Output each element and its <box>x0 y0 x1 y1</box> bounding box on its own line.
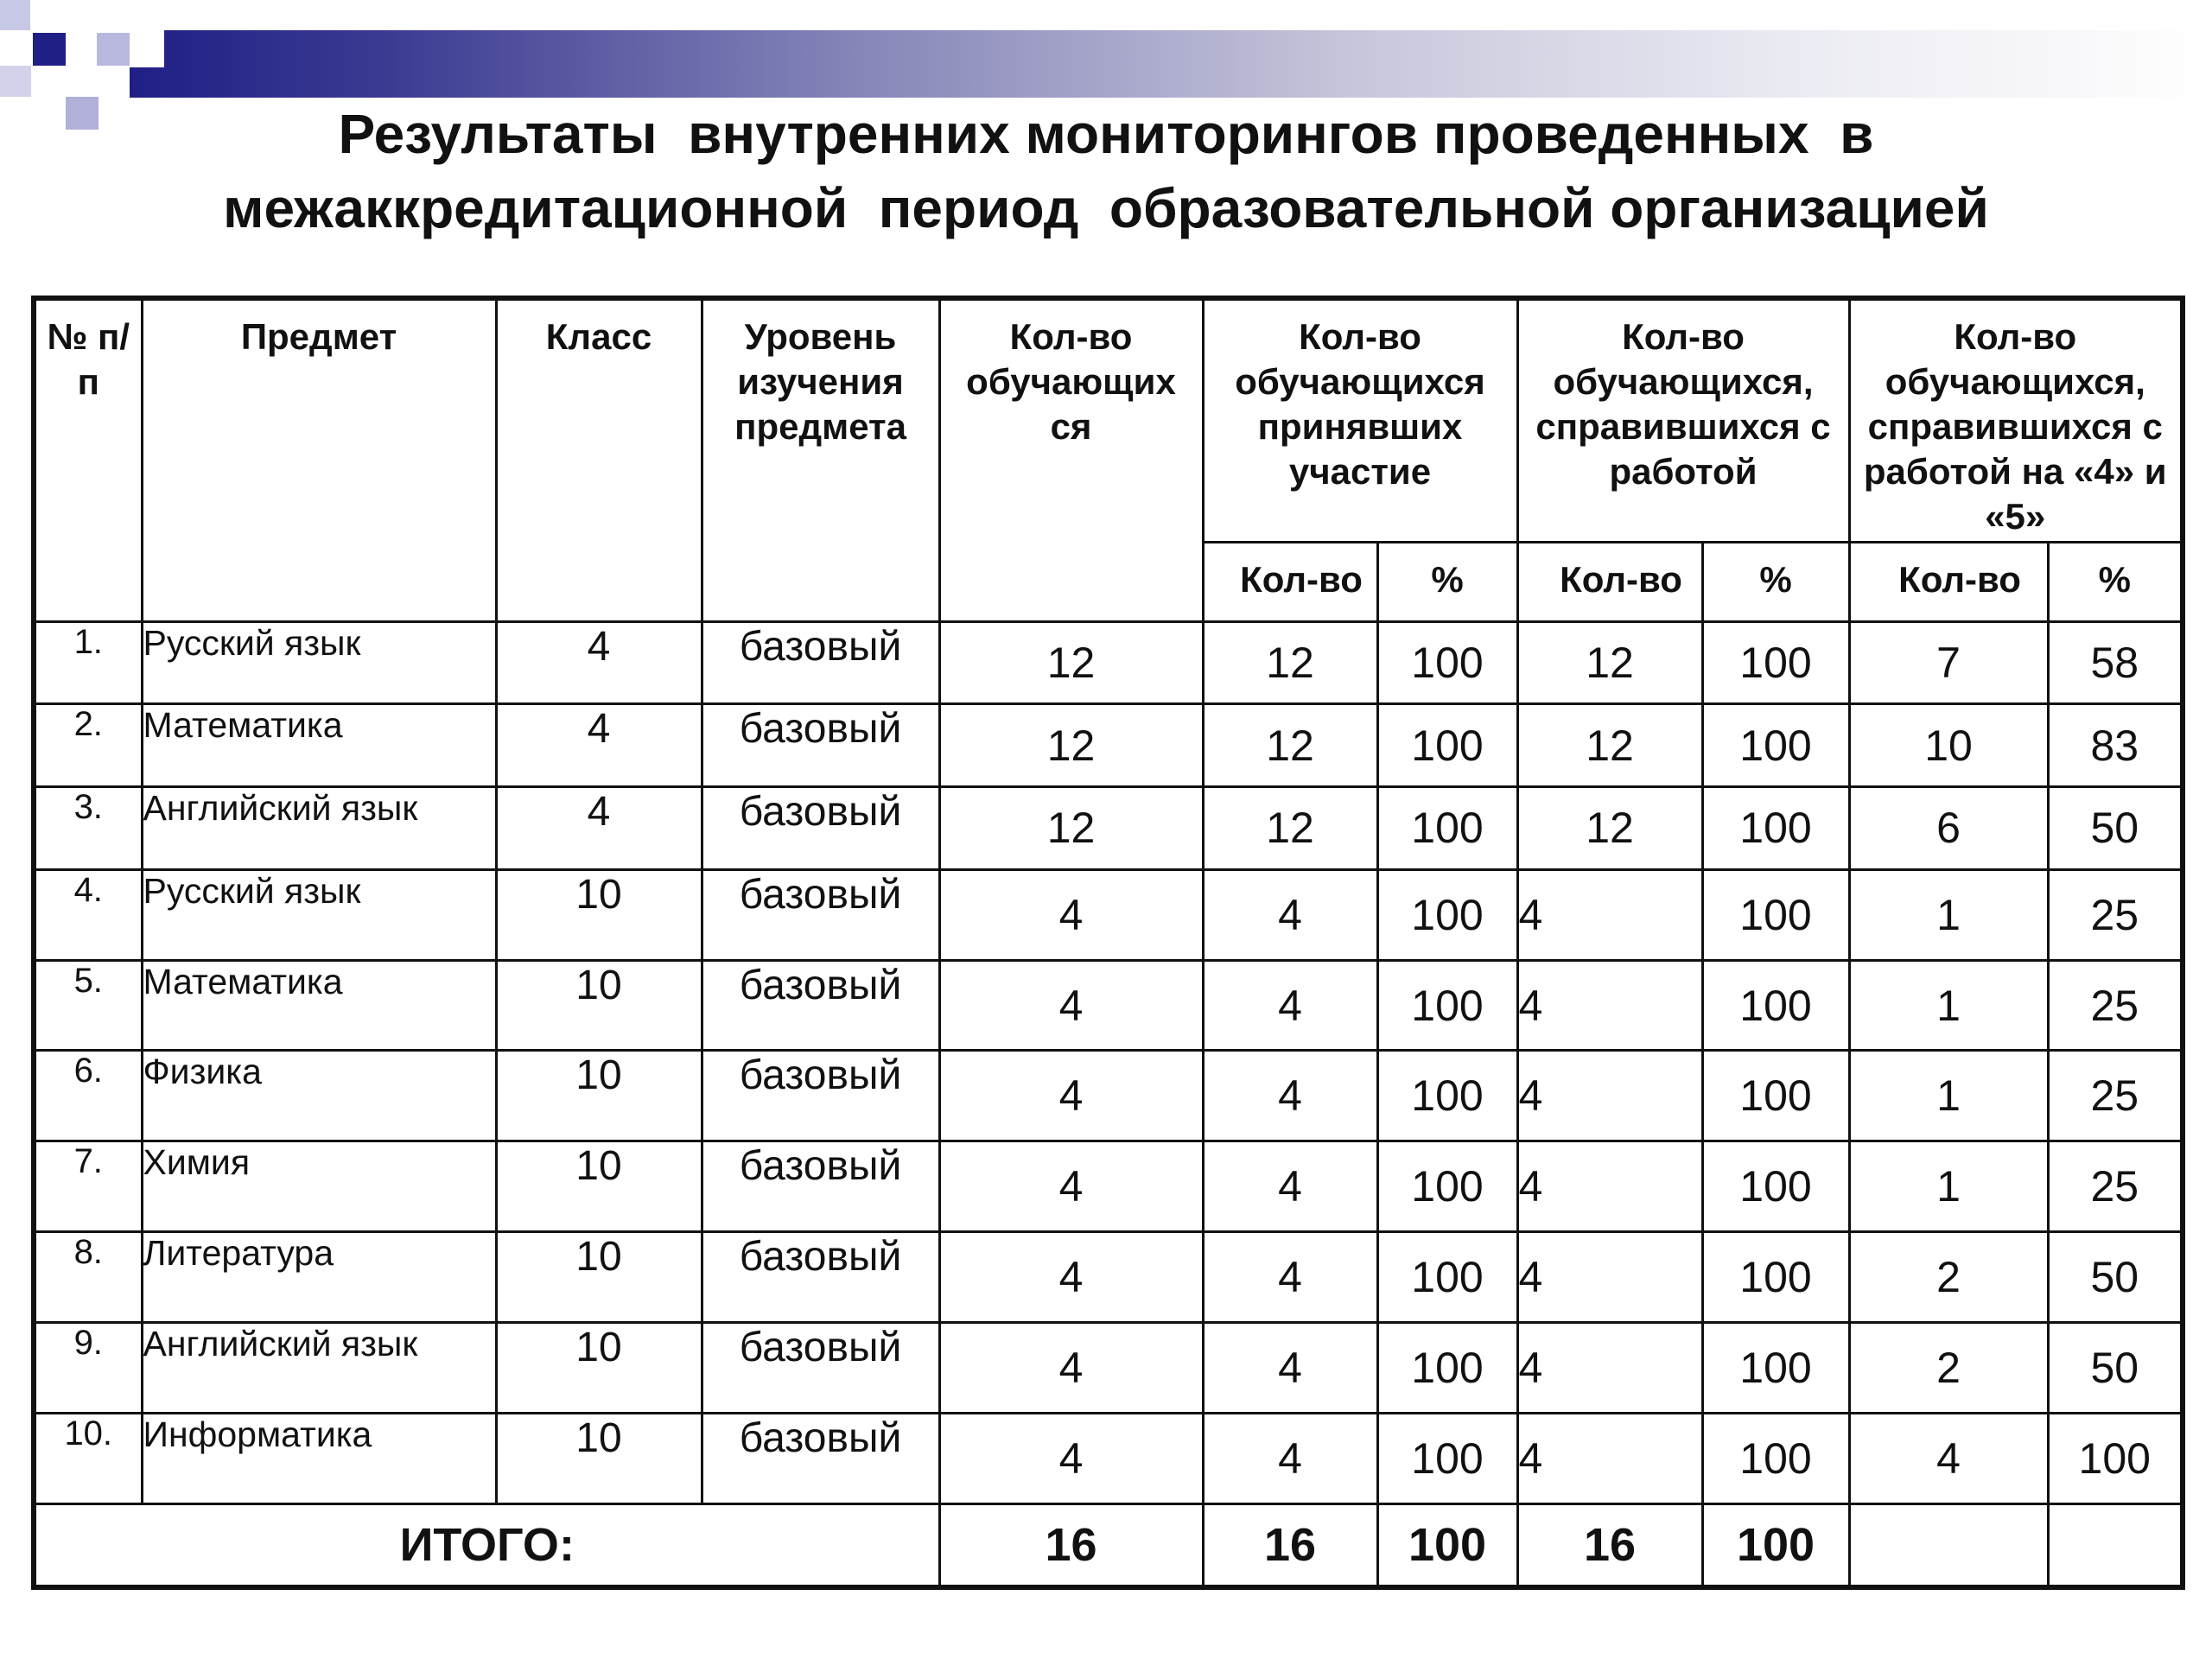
cell-count: 4 <box>939 1413 1203 1503</box>
cell-good-percent: 100 <box>2048 1413 2183 1503</box>
cell-passed-count: 4 <box>1517 1323 1702 1414</box>
subheader-count: Кол-во <box>1517 542 1702 621</box>
cell-participated-percent: 100 <box>1377 1232 1517 1323</box>
deco-square <box>33 33 66 66</box>
cell-passed-percent: 100 <box>1702 787 1849 870</box>
cell-participated-percent: 100 <box>1377 960 1517 1051</box>
results-table <box>31 296 2185 1590</box>
cell-participated-count: 4 <box>1203 1051 1377 1141</box>
cell-good-count: 6 <box>1849 787 2048 870</box>
subheader-percent: % <box>2048 542 2183 621</box>
cell-good-percent: 58 <box>2048 621 2183 704</box>
cell-participated-count: 4 <box>1203 1232 1377 1323</box>
table-header-row <box>34 298 2183 542</box>
cell-good-count: 7 <box>1849 621 2048 704</box>
subheader-percent: % <box>1702 542 1849 621</box>
cell-passed-count: 12 <box>1517 621 1702 704</box>
cell-class: 4 <box>496 621 702 704</box>
table-row <box>34 1051 2183 1141</box>
cell-passed-count: 12 <box>1517 787 1702 870</box>
cell-participated-percent: 100 <box>1377 787 1517 870</box>
page-title-line: межаккредитационной период образовательной организацией <box>223 177 1989 239</box>
cell-subject: Химия <box>142 1141 496 1232</box>
cell-good-count: 2 <box>1849 1232 2048 1323</box>
cell-subject: Математика <box>142 960 496 1051</box>
header-num: № п/п <box>34 298 142 621</box>
cell-num: 1. <box>34 621 142 704</box>
cell-level: базовый <box>702 621 939 704</box>
cell-good-count: 4 <box>1849 1413 2048 1503</box>
cell-num: 8. <box>34 1232 142 1323</box>
table-row <box>34 621 2183 704</box>
cell-good-count: 1 <box>1849 1141 2048 1232</box>
cell-class: 10 <box>496 1232 702 1323</box>
cell-participated-count: 4 <box>1203 869 1377 960</box>
cell-passed-percent: 100 <box>1702 1051 1849 1141</box>
cell-participated-count: 4 <box>1203 1323 1377 1414</box>
page-title <box>0 97 2212 245</box>
cell-level: базовый <box>702 1141 939 1232</box>
table-total-row <box>34 1503 2183 1587</box>
cell-passed-percent: 100 <box>1702 621 1849 704</box>
cell-good-count: 2 <box>1849 1323 2048 1414</box>
cell-count: 4 <box>939 869 1203 960</box>
cell-subject: Английский язык <box>142 1323 496 1414</box>
cell-level: базовый <box>702 869 939 960</box>
cell-num: 3. <box>34 787 142 870</box>
cell-level: базовый <box>702 1323 939 1414</box>
cell-good-percent: 83 <box>2048 704 2183 787</box>
table-row <box>34 1232 2183 1323</box>
cell-passed-count: 4 <box>1517 960 1702 1051</box>
cell-passed-count: 4 <box>1517 1413 1702 1503</box>
total-good-percent <box>2048 1503 2183 1587</box>
cell-subject: Информатика <box>142 1413 496 1503</box>
cell-num: 5. <box>34 960 142 1051</box>
cell-passed-percent: 100 <box>1702 1323 1849 1414</box>
cell-passed-count: 4 <box>1517 1141 1702 1232</box>
deco-square <box>0 66 31 97</box>
cell-good-percent: 25 <box>2048 960 2183 1051</box>
cell-subject: Русский язык <box>142 621 496 704</box>
cell-participated-percent: 100 <box>1377 621 1517 704</box>
cell-participated-count: 4 <box>1203 1413 1377 1503</box>
cell-level: базовый <box>702 960 939 1051</box>
cell-num: 4. <box>34 869 142 960</box>
cell-good-count: 1 <box>1849 960 2048 1051</box>
cell-passed-percent: 100 <box>1702 960 1849 1051</box>
deco-square <box>130 33 162 66</box>
cell-num: 2. <box>34 704 142 787</box>
subheader-count: Кол-во <box>1849 542 2048 621</box>
cell-class: 10 <box>496 1413 702 1503</box>
cell-passed-count: 4 <box>1517 869 1702 960</box>
header-subject: Предмет <box>142 298 496 621</box>
cell-class: 10 <box>496 1323 702 1414</box>
table-row <box>34 704 2183 787</box>
deco-square <box>97 33 130 66</box>
cell-count: 4 <box>939 1051 1203 1141</box>
cell-good-percent: 25 <box>2048 1051 2183 1141</box>
cell-good-percent: 25 <box>2048 869 2183 960</box>
cell-passed-percent: 100 <box>1702 1141 1849 1232</box>
cell-level: базовый <box>702 1051 939 1141</box>
cell-passed-percent: 100 <box>1702 1232 1849 1323</box>
cell-subject: Математика <box>142 704 496 787</box>
cell-good-count: 1 <box>1849 1051 2048 1141</box>
cell-good-percent: 25 <box>2048 1141 2183 1232</box>
header-good: Кол-во обучающихся, справившихся с работой на «4» и «5» <box>1849 298 2183 542</box>
cell-level: базовый <box>702 1232 939 1323</box>
cell-count: 12 <box>939 704 1203 787</box>
cell-passed-percent: 100 <box>1702 704 1849 787</box>
cell-level: базовый <box>702 704 939 787</box>
cell-participated-count: 12 <box>1203 704 1377 787</box>
cell-subject: Русский язык <box>142 869 496 960</box>
cell-count: 4 <box>939 1141 1203 1232</box>
cell-count: 4 <box>939 1323 1203 1414</box>
total-passed-percent: 100 <box>1702 1503 1849 1587</box>
cell-participated-count: 4 <box>1203 1141 1377 1232</box>
cell-passed-count: 12 <box>1517 704 1702 787</box>
cell-participated-count: 4 <box>1203 960 1377 1051</box>
cell-passed-count: 4 <box>1517 1232 1702 1323</box>
header-class: Класс <box>496 298 702 621</box>
cell-num: 10. <box>34 1413 142 1503</box>
deco-square <box>0 0 30 30</box>
cell-participated-percent: 100 <box>1377 1051 1517 1141</box>
cell-subject: Литература <box>142 1232 496 1323</box>
page-title-line: Результаты внутренних мониторингов проведенных в <box>338 103 1874 165</box>
cell-num: 9. <box>34 1323 142 1414</box>
total-good-count <box>1849 1503 2048 1587</box>
cell-num: 7. <box>34 1141 142 1232</box>
cell-passed-count: 4 <box>1517 1051 1702 1141</box>
cell-class: 10 <box>496 869 702 960</box>
cell-class: 4 <box>496 704 702 787</box>
cell-class: 10 <box>496 960 702 1051</box>
header-passed: Кол-во обучающихся, справившихся с работой <box>1517 298 1849 542</box>
table-row <box>34 787 2183 870</box>
cell-good-count: 10 <box>1849 704 2048 787</box>
cell-class: 4 <box>496 787 702 870</box>
total-count: 16 <box>939 1503 1203 1587</box>
cell-level: базовый <box>702 787 939 870</box>
table-row <box>34 960 2183 1051</box>
subheader-percent: % <box>1377 542 1517 621</box>
cell-count: 4 <box>939 1232 1203 1323</box>
subheader-count: Кол-во <box>1203 542 1377 621</box>
header-count: Кол-во обучающих ся <box>939 298 1203 621</box>
header-participated: Кол-во обучающихся принявших участие <box>1203 298 1517 542</box>
total-participated-percent: 100 <box>1377 1503 1517 1587</box>
cell-level: базовый <box>702 1413 939 1503</box>
cell-participated-count: 12 <box>1203 787 1377 870</box>
cell-subject: Английский язык <box>142 787 496 870</box>
cell-participated-percent: 100 <box>1377 1413 1517 1503</box>
cell-participated-count: 12 <box>1203 621 1377 704</box>
total-passed-count: 16 <box>1517 1503 1702 1587</box>
cell-participated-percent: 100 <box>1377 1141 1517 1232</box>
table-row <box>34 869 2183 960</box>
cell-num: 6. <box>34 1051 142 1141</box>
cell-good-percent: 50 <box>2048 1232 2183 1323</box>
header-gradient-bar <box>130 30 2212 98</box>
cell-passed-percent: 100 <box>1702 1413 1849 1503</box>
cell-subject: Физика <box>142 1051 496 1141</box>
header-level: Уровень изучения предмета <box>702 298 939 621</box>
cell-count: 4 <box>939 960 1203 1051</box>
cell-passed-percent: 100 <box>1702 869 1849 960</box>
cell-count: 12 <box>939 787 1203 870</box>
cell-good-percent: 50 <box>2048 1323 2183 1414</box>
cell-participated-percent: 100 <box>1377 1323 1517 1414</box>
cell-good-percent: 50 <box>2048 787 2183 870</box>
cell-class: 10 <box>496 1051 702 1141</box>
cell-good-count: 1 <box>1849 869 2048 960</box>
cell-count: 12 <box>939 621 1203 704</box>
table-row <box>34 1141 2183 1232</box>
table-row <box>34 1413 2183 1503</box>
total-participated-count: 16 <box>1203 1503 1377 1587</box>
cell-class: 10 <box>496 1141 702 1232</box>
table-row <box>34 1323 2183 1414</box>
cell-participated-percent: 100 <box>1377 869 1517 960</box>
total-label: ИТОГО: <box>34 1503 939 1587</box>
cell-participated-percent: 100 <box>1377 704 1517 787</box>
